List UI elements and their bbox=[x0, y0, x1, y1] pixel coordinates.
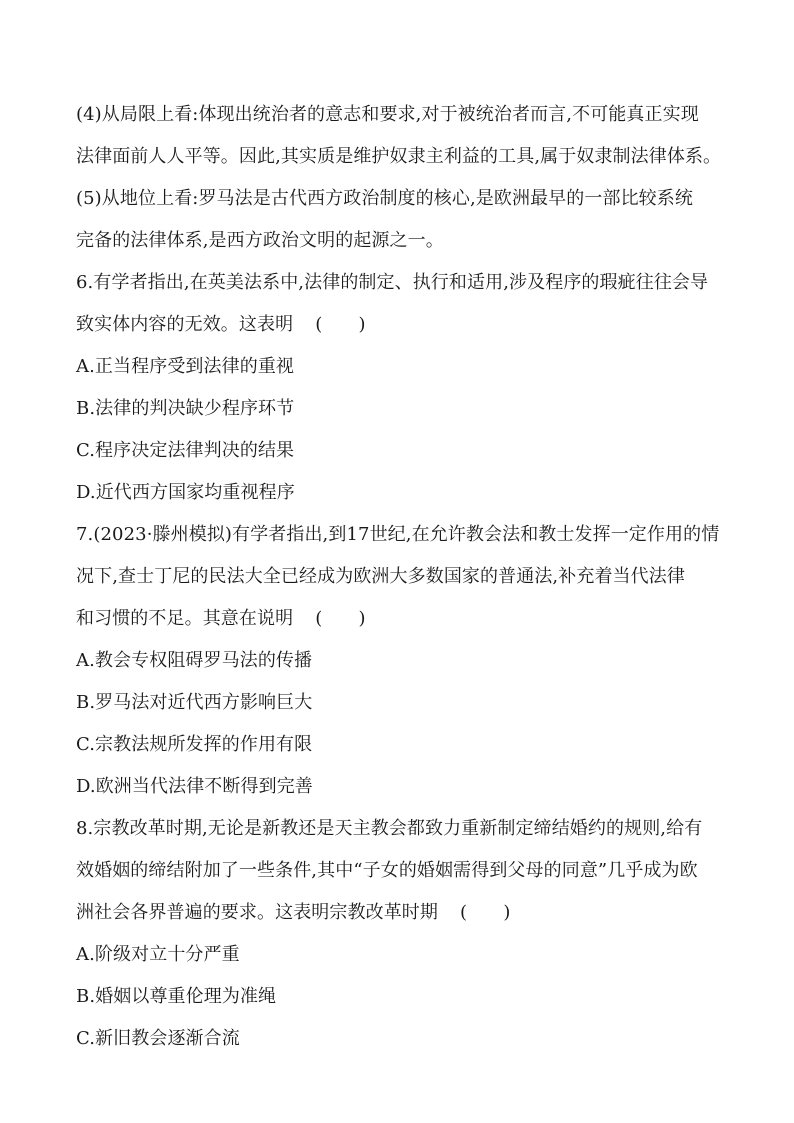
option-a: A.正当程序受到法律的重视 bbox=[76, 356, 295, 377]
question-8-stem: 效婚姻的缔结附加了一些条件,其中“子女的婚姻需得到父母的同意”几乎成为欧 bbox=[76, 860, 698, 881]
question-6-stem-text: 致实体内容的无效。这表明 bbox=[76, 314, 294, 335]
option-a: A.阶级对立十分严重 bbox=[76, 944, 240, 965]
question-7-stem-end bbox=[76, 607, 726, 631]
text-line: (5)从地位上看:罗马法是古代西方政治制度的核心,是欧洲最早的一部比较系统 bbox=[76, 188, 693, 209]
option-d: D.欧洲当代法律不断得到完善 bbox=[76, 776, 313, 797]
option-b: B.罗马法对近代西方影响巨大 bbox=[76, 692, 313, 713]
question-7-stem: 况下,查士丁尼的民法大全已经成为欧洲大多数国家的普通法,补充着当代法律 bbox=[76, 566, 685, 587]
question-8-stem-text: 洲社会各界普遍的要求。这表明宗教改革时期 bbox=[76, 902, 438, 923]
option-b: B.法律的判决缺少程序环节 bbox=[76, 398, 295, 419]
answer-blank: ( ) bbox=[460, 902, 511, 923]
option-c: C.新旧教会逐渐合流 bbox=[76, 1028, 240, 1049]
text-line: (4)从局限上看:体现出统治者的意志和要求,对于被统治者而言,不可能真正实现 bbox=[76, 104, 699, 125]
question-7-stem-text: 和习惯的不足。其意在说明 bbox=[76, 608, 294, 629]
question-6-stem-end bbox=[76, 313, 726, 337]
answer-blank: ( ) bbox=[315, 314, 366, 335]
option-c: C.宗教法规所发挥的作用有限 bbox=[76, 734, 313, 755]
option-d: D.近代西方国家均重视程序 bbox=[76, 482, 295, 503]
question-8-stem-end bbox=[76, 901, 726, 925]
text-line: 法律面前人人平等。因此,其实质是维护奴隶主利益的工具,属于奴隶制法律体系。 bbox=[76, 146, 722, 167]
question-7-stem: 7.(2023·滕州模拟)有学者指出,到17世纪,在允许教会法和教士发挥一定作用的情 bbox=[76, 524, 720, 545]
option-b: B.婚姻以尊重伦理为准绳 bbox=[76, 986, 277, 1007]
question-8-stem: 8.宗教改革时期,无论是新教还是天主教会都致力重新制定缔结婚约的规则,给有 bbox=[76, 818, 703, 839]
option-a: A.教会专权阻碍罗马法的传播 bbox=[76, 650, 313, 671]
answer-blank: ( ) bbox=[315, 608, 366, 629]
option-c: C.程序决定法律判决的结果 bbox=[76, 440, 295, 461]
question-6-stem: 6.有学者指出,在英美法系中,法律的制定、执行和适用,涉及程序的瑕疵往往会导 bbox=[76, 272, 709, 293]
text-line: 完备的法律体系,是西方政治文明的起源之一。 bbox=[76, 230, 444, 251]
